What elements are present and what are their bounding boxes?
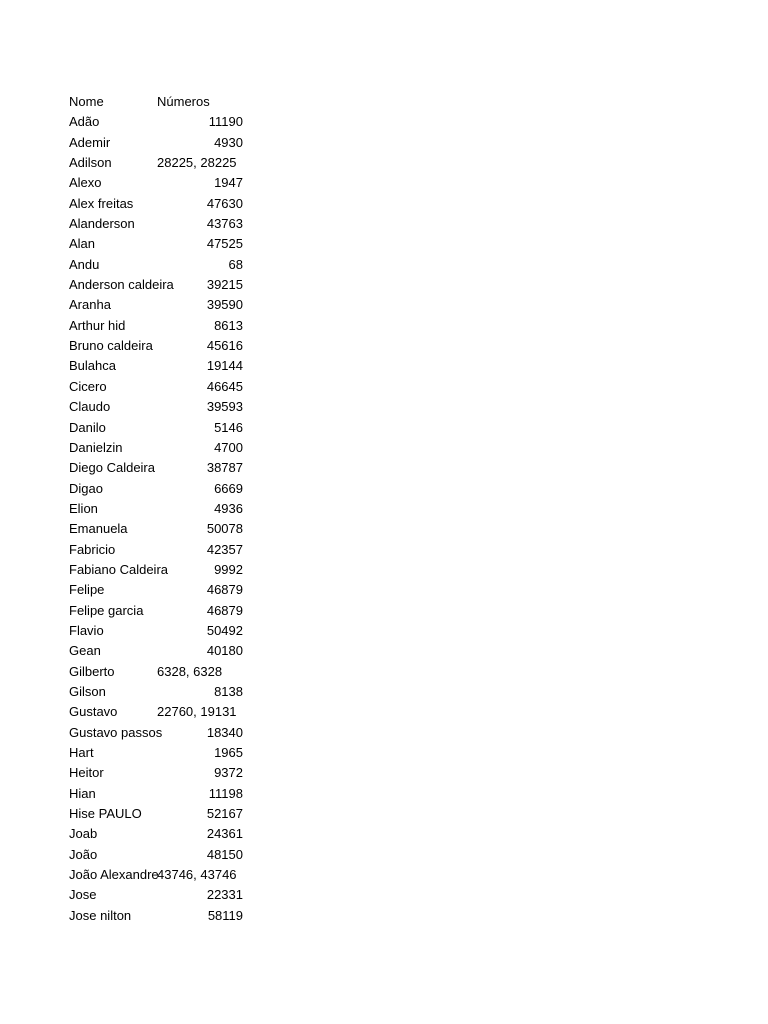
- table-row: [69, 621, 243, 641]
- name-cell[interactable]: Heitor: [69, 765, 104, 781]
- table-row: [69, 784, 243, 804]
- number-cell[interactable]: 47630: [206, 195, 243, 211]
- table-row: [69, 397, 243, 417]
- number-cell[interactable]: 4936: [214, 500, 243, 516]
- name-cell[interactable]: Hise PAULO: [69, 806, 142, 822]
- table-row: [69, 906, 243, 926]
- name-cell[interactable]: Diego Caldeira: [69, 460, 155, 476]
- number-cell[interactable]: 6669: [214, 480, 243, 496]
- number-cell[interactable]: 18340: [206, 724, 243, 740]
- number-cell[interactable]: 9372: [214, 765, 243, 781]
- table-row: [69, 173, 243, 193]
- name-cell[interactable]: Joab: [69, 826, 98, 842]
- name-cell[interactable]: Andu: [69, 256, 100, 272]
- number-cell[interactable]: 19144: [206, 358, 243, 374]
- table-row: [69, 499, 243, 519]
- name-cell[interactable]: Fabiano Caldeira: [69, 561, 169, 577]
- table-row: [69, 112, 243, 132]
- name-cell[interactable]: Bulahca: [69, 358, 116, 374]
- number-cell[interactable]: 46645: [206, 378, 243, 394]
- name-cell[interactable]: Elion: [69, 500, 98, 516]
- name-cell[interactable]: Aranha: [69, 297, 111, 313]
- name-cell[interactable]: Alan: [69, 236, 96, 252]
- name-cell[interactable]: João: [69, 846, 98, 862]
- name-cell[interactable]: Alanderson: [69, 216, 135, 232]
- number-cell[interactable]: 39593: [206, 399, 243, 415]
- number-cell[interactable]: 5146: [214, 419, 243, 435]
- name-cell[interactable]: Emanuela: [69, 521, 128, 537]
- name-cell[interactable]: Bruno caldeira: [69, 338, 153, 354]
- name-cell[interactable]: Gilson: [69, 683, 106, 699]
- number-cell[interactable]: 8138: [214, 683, 243, 699]
- number-cell[interactable]: 38787: [206, 460, 243, 476]
- name-cell[interactable]: Danielzin: [69, 439, 123, 455]
- name-cell[interactable]: Flavio: [69, 622, 104, 638]
- name-cell[interactable]: Arthur hid: [69, 317, 126, 333]
- table-row: [69, 824, 243, 844]
- number-cell[interactable]: 24361: [206, 826, 243, 842]
- name-cell[interactable]: Digao: [69, 480, 103, 496]
- number-cell[interactable]: 47525: [206, 236, 243, 252]
- name-cell[interactable]: Gean: [69, 643, 101, 659]
- number-cell[interactable]: 50078: [206, 521, 243, 537]
- table-row: [69, 356, 243, 376]
- table-row: [69, 458, 243, 478]
- name-cell[interactable]: Danilo: [69, 419, 106, 435]
- table-row: [69, 153, 243, 173]
- table-body: [69, 112, 243, 926]
- name-cell[interactable]: João Alexandre: [69, 867, 159, 883]
- name-cell[interactable]: Gustavo passos: [69, 724, 163, 740]
- name-cell[interactable]: Gustavo: [69, 704, 118, 720]
- table-row: [69, 194, 243, 214]
- table-row: [69, 804, 243, 824]
- table-row: [69, 845, 243, 865]
- table-row: [69, 662, 243, 682]
- spreadsheet-table: [69, 92, 243, 926]
- number-cell[interactable]: 52167: [206, 806, 243, 822]
- table-row: [69, 377, 243, 397]
- number-cell[interactable]: 39590: [206, 297, 243, 313]
- table-row: [69, 540, 243, 560]
- header-number[interactable]: Números: [157, 94, 210, 109]
- number-cell[interactable]: 1965: [214, 745, 243, 760]
- name-cell[interactable]: Hart: [69, 745, 94, 760]
- name-cell[interactable]: Adão: [69, 114, 100, 130]
- table-row: [69, 295, 243, 315]
- number-cell[interactable]: 28225, 28225: [157, 155, 237, 171]
- table-row: [69, 214, 243, 234]
- number-cell[interactable]: 1947: [214, 175, 243, 191]
- name-cell[interactable]: Jose nilton: [69, 907, 132, 923]
- number-cell[interactable]: 4700: [214, 439, 243, 455]
- table-row: [69, 418, 243, 438]
- number-cell[interactable]: 11190: [208, 114, 243, 130]
- number-cell[interactable]: 9992: [214, 561, 243, 577]
- name-cell[interactable]: Alexo: [69, 175, 102, 191]
- number-cell[interactable]: 43763: [206, 216, 243, 232]
- name-cell[interactable]: Jose: [69, 887, 97, 903]
- table-row: [69, 865, 243, 885]
- table-row: [69, 601, 243, 621]
- number-cell[interactable]: 4930: [214, 134, 243, 150]
- name-cell[interactable]: Adilson: [69, 155, 112, 171]
- number-cell[interactable]: 43746, 43746: [157, 867, 237, 883]
- table-row: [69, 743, 243, 763]
- table-row: [69, 438, 243, 458]
- number-cell[interactable]: 48150: [206, 846, 243, 862]
- number-cell[interactable]: 68: [228, 256, 243, 272]
- header-row: [69, 92, 243, 112]
- table-row: [69, 682, 243, 702]
- number-cell[interactable]: 22331: [206, 887, 243, 903]
- number-cell[interactable]: 46879: [206, 582, 243, 598]
- number-cell[interactable]: 46879: [206, 602, 243, 618]
- number-cell[interactable]: 11198: [208, 785, 243, 801]
- table-row: [69, 133, 243, 153]
- name-cell[interactable]: Hian: [69, 785, 96, 801]
- table-row: [69, 580, 243, 600]
- number-cell[interactable]: 45616: [206, 338, 243, 354]
- number-cell[interactable]: 42357: [206, 541, 243, 557]
- number-cell[interactable]: 6328, 6328: [157, 663, 223, 679]
- table-row: [69, 641, 243, 661]
- table-row: [69, 702, 243, 722]
- table-row: [69, 519, 243, 539]
- name-cell[interactable]: Cicero: [69, 378, 107, 394]
- table-row: [69, 275, 243, 295]
- number-cell[interactable]: 58119: [207, 907, 243, 923]
- name-cell[interactable]: Felipe garcia: [69, 602, 144, 618]
- table-row: [69, 255, 243, 275]
- name-cell[interactable]: Claudo: [69, 399, 111, 415]
- number-cell[interactable]: 40180: [206, 643, 243, 659]
- table-row: [69, 885, 243, 905]
- table-row: [69, 723, 243, 743]
- name-cell[interactable]: Ademir: [69, 134, 111, 150]
- number-cell[interactable]: 50492: [206, 622, 243, 638]
- name-cell[interactable]: Fabricio: [69, 541, 116, 557]
- table-row: [69, 479, 243, 499]
- number-cell[interactable]: 22760, 19131: [157, 704, 237, 720]
- header-name[interactable]: Nome: [69, 94, 104, 109]
- name-cell[interactable]: Alex freitas: [69, 195, 134, 211]
- number-cell[interactable]: 8613: [214, 317, 243, 333]
- table-row: [69, 763, 243, 783]
- table-row: [69, 560, 243, 580]
- name-cell[interactable]: Gilberto: [69, 663, 115, 679]
- table-row: [69, 316, 243, 336]
- table-row: [69, 234, 243, 254]
- name-cell[interactable]: Felipe: [69, 582, 105, 598]
- name-cell[interactable]: Anderson caldeira: [69, 277, 174, 293]
- table-row: [69, 336, 243, 356]
- number-cell[interactable]: 39215: [206, 277, 243, 293]
